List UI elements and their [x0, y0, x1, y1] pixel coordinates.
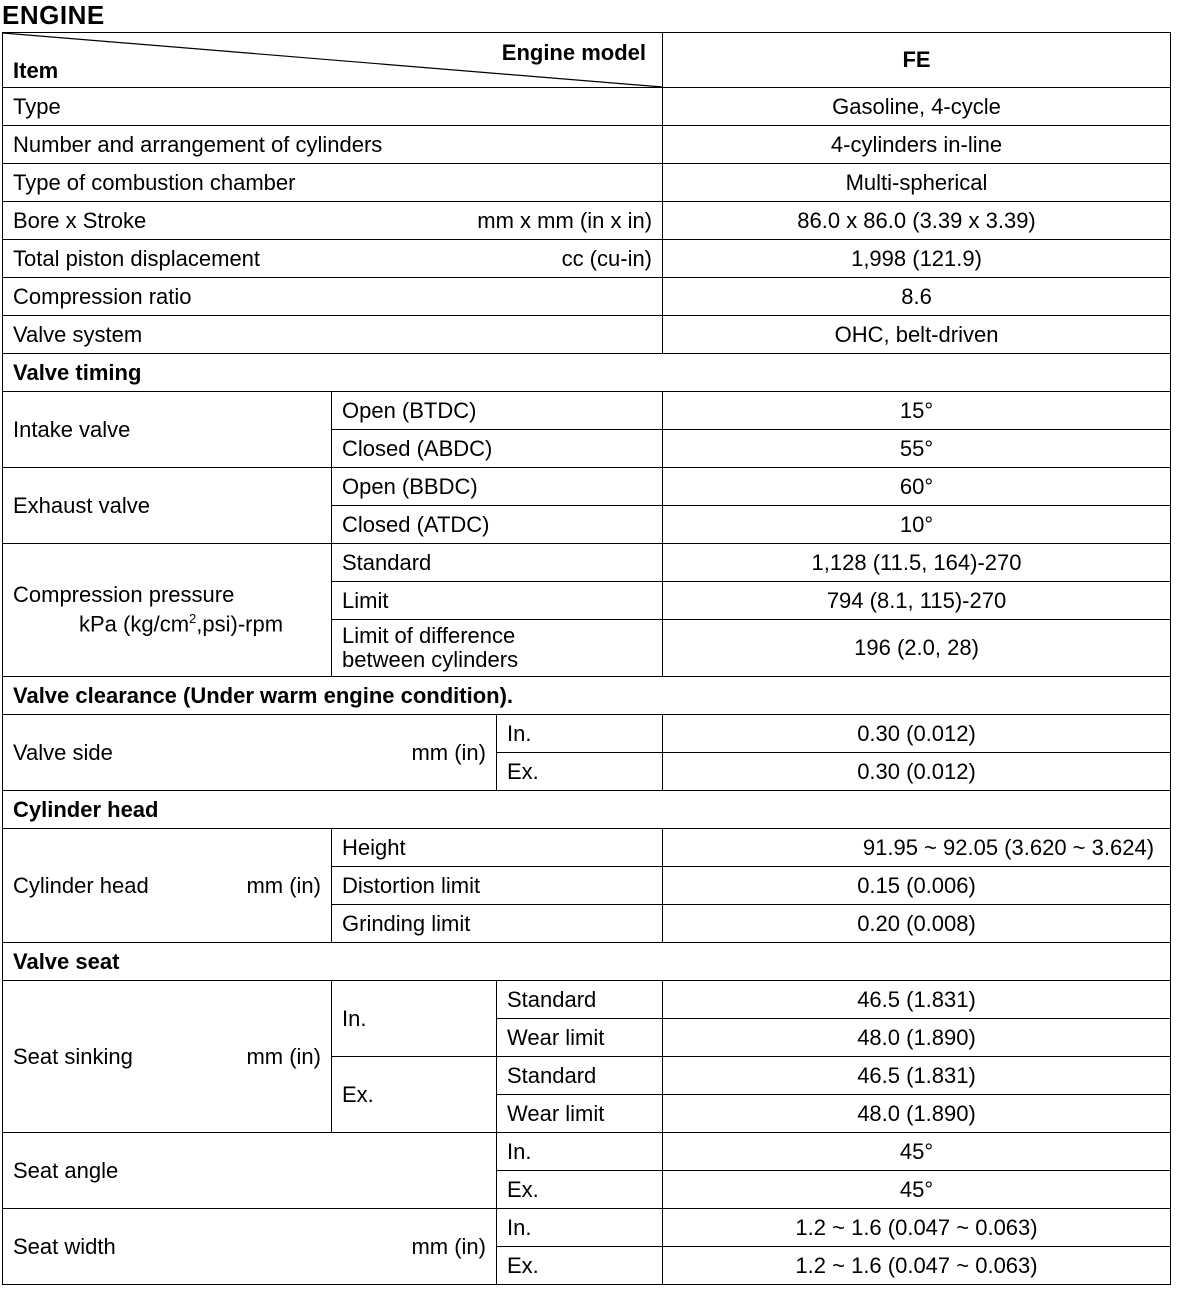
seat-sinking-label: Seat sinking mm (in) — [3, 981, 332, 1133]
table-row — [3, 392, 1171, 430]
row-label — [3, 202, 663, 240]
row-value: 0.30 (0.012) — [663, 715, 1171, 753]
row-value: 60° — [663, 468, 1171, 506]
row-label: Type — [3, 88, 663, 126]
table-row — [3, 278, 1171, 316]
row-value: 48.0 (1.890) — [663, 1095, 1171, 1133]
table-row — [3, 202, 1171, 240]
row-value: Multi-spherical — [663, 164, 1171, 202]
displacement-unit: cc (cu-in) — [561, 245, 653, 271]
item-label: Item — [13, 58, 59, 83]
header-item-cell — [3, 33, 663, 88]
row-label — [3, 240, 663, 278]
row-value: 48.0 (1.890) — [663, 1019, 1171, 1057]
section-heading: Valve timing — [3, 354, 1171, 392]
row-value: 196 (2.0, 28) — [663, 620, 1171, 677]
sub-label: In. — [497, 1209, 663, 1247]
valve-side-label: Valve side mm (in) — [3, 715, 497, 791]
header-row — [3, 33, 1171, 88]
displacement-label: Total piston displacement — [13, 245, 261, 271]
intake-valve-label: Intake valve — [3, 392, 332, 468]
section-heading-row — [3, 354, 1171, 392]
seat-width-label: Seat width mm (in) — [3, 1209, 497, 1285]
sub-label: Ex. — [497, 753, 663, 791]
sub-label: Ex. — [497, 1171, 663, 1209]
row-value: OHC, belt-driven — [663, 316, 1171, 354]
bore-stroke-unit: mm x mm (in x in) — [477, 207, 653, 233]
compression-pressure-label — [3, 544, 332, 677]
sub-label: Standard — [332, 544, 663, 582]
row-value: 0.30 (0.012) — [663, 753, 1171, 791]
table-row — [3, 544, 1171, 582]
sub-label: Height — [332, 829, 663, 867]
row-value: 1.2 ~ 1.6 (0.047 ~ 0.063) — [663, 1247, 1171, 1285]
sub-label: Ex. — [497, 1247, 663, 1285]
row-value: 1.2 ~ 1.6 (0.047 ~ 0.063) — [663, 1209, 1171, 1247]
row-value: 8.6 — [663, 278, 1171, 316]
row-label: Compression ratio — [3, 278, 663, 316]
table-row — [3, 164, 1171, 202]
exhaust-valve-label: Exhaust valve — [3, 468, 332, 544]
row-value: 46.5 (1.831) — [663, 981, 1171, 1019]
table-row — [3, 829, 1171, 867]
section-heading-row — [3, 943, 1171, 981]
row-label: Number and arrangement of cylinders — [3, 126, 663, 164]
table-row — [3, 240, 1171, 278]
engine-model-fe: FE — [663, 33, 1171, 88]
sub-label: Open (BBDC) — [332, 468, 663, 506]
section-heading-row — [3, 791, 1171, 829]
sub-label: Standard — [497, 1057, 663, 1095]
sub-label: Wear limit — [497, 1019, 663, 1057]
row-value: 0.15 (0.006) — [663, 867, 1171, 905]
row-value: 794 (8.1, 115)-270 — [663, 582, 1171, 620]
sub-label: Wear limit — [497, 1095, 663, 1133]
section-heading: Cylinder head — [3, 791, 1171, 829]
engine-spec-table — [2, 32, 1171, 1285]
row-value: Gasoline, 4-cycle — [663, 88, 1171, 126]
row-value: 4-cylinders in-line — [663, 126, 1171, 164]
row-value: 45° — [663, 1171, 1171, 1209]
sub-label: Grinding limit — [332, 905, 663, 943]
seat-sinking-ex: Ex. — [332, 1057, 497, 1133]
sub-label: In. — [497, 1133, 663, 1171]
row-value: 1,998 (121.9) — [663, 240, 1171, 278]
sub-label: Limit of difference between cylinders — [332, 620, 663, 677]
row-value: 45° — [663, 1133, 1171, 1171]
bore-stroke-label: Bore x Stroke — [13, 207, 147, 233]
table-row — [3, 1133, 1171, 1171]
engine-model-label: Engine model — [501, 40, 647, 65]
seat-sinking-in: In. — [332, 981, 497, 1057]
sub-label: Closed (ABDC) — [332, 430, 663, 468]
page-title: ENGINE — [2, 0, 105, 30]
sub-label: Standard — [497, 981, 663, 1019]
compression-pressure-text: Compression pressure — [13, 582, 235, 608]
row-value: 46.5 (1.831) — [663, 1057, 1171, 1095]
sub-label: Closed (ATDC) — [332, 506, 663, 544]
table-row — [3, 715, 1171, 753]
row-value: 55° — [663, 430, 1171, 468]
row-value: 91.95 ~ 92.05 (3.620 ~ 3.624) — [663, 829, 1171, 867]
table-row — [3, 1209, 1171, 1247]
cylinder-head-label: Cylinder head mm (in) — [3, 829, 332, 943]
compression-pressure-unit: kPa $(kg/cm^2,psi)$-rpm — [79, 611, 284, 637]
section-heading: Valve seat — [3, 943, 1171, 981]
row-value: 0.20 (0.008) — [663, 905, 1171, 943]
row-value: 86.0 x 86.0 (3.39 x 3.39) — [663, 202, 1171, 240]
section-heading: Valve clearance (Under warm engine condition). — [3, 677, 1171, 715]
section-heading-row — [3, 677, 1171, 715]
row-label: Valve system — [3, 316, 663, 354]
row-label: Type of combustion chamber — [3, 164, 663, 202]
row-value: 15° — [663, 392, 1171, 430]
table-row — [3, 88, 1171, 126]
sub-label: Open (BTDC) — [332, 392, 663, 430]
table-row — [3, 126, 1171, 164]
row-value: 10° — [663, 506, 1171, 544]
table-row — [3, 981, 1171, 1019]
sub-label: Limit — [332, 582, 663, 620]
sub-label: In. — [497, 715, 663, 753]
table-row — [3, 316, 1171, 354]
table-row — [3, 468, 1171, 506]
row-value: 1,128 (11.5, 164)-270 — [663, 544, 1171, 582]
seat-angle-label: Seat angle — [3, 1133, 497, 1209]
sub-label: Distortion limit — [332, 867, 663, 905]
